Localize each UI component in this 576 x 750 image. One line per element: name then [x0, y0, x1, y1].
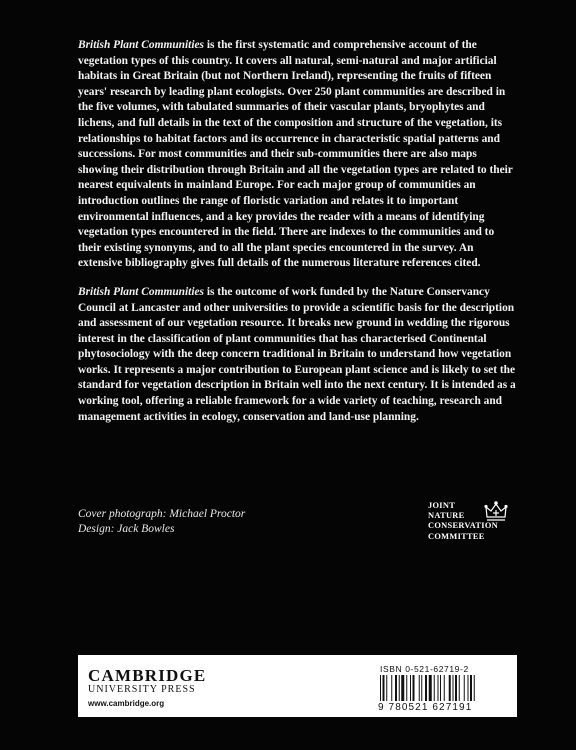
blurb-paragraph-1: [78, 38, 518, 272]
isbn-label: ISBN 0-521-62719-2: [380, 664, 469, 674]
blurb-paragraph-2: [78, 285, 518, 425]
jncc-logo: [428, 501, 530, 545]
publisher-logo: [88, 667, 206, 709]
publisher-panel: [78, 655, 517, 717]
crown-icon: [484, 501, 508, 523]
credits: [78, 507, 245, 537]
cover-blurb: [78, 38, 518, 438]
book-title: British Plant Communities: [78, 285, 204, 298]
photo-credit: Cover photograph: Michael Proctor: [78, 508, 246, 520]
publisher-subname: UNIVERSITY PRESS: [88, 684, 196, 695]
design-credit: Design: Jack Bowles: [78, 523, 175, 535]
barcode: [378, 675, 508, 701]
publisher-name: CAMBRIDGE: [88, 666, 207, 685]
blurb-text: is the outcome of work funded by the Nature Conservancy Council at Lancaster and other universities to provide a scientific basis for the description and assessment of our vegetation resource. It breaks new ground in wedding the rigorous interest in the classification of plant communities that has characterised Continental phytosociology with the deep concern traditional in Britain to understand how vegetation works. It represents a major contribution to European plant science and is likely to set the standard for vegetation description in Britain well into the next century. It is intended as a working tool, offering a reliable framework for a wide variety of teaching, research and management activities in ecology, conservation and land-use planning.: [78, 285, 516, 423]
barcode-digits: 9 780521 627191: [378, 702, 473, 713]
book-title: British Plant Communities: [78, 39, 204, 51]
blurb-text: is the first systematic and comprehensive account of the vegetation types of this country. It covers all natural, semi-natural and major artificial habitats in Great Britain (but not Northern Ireland), representing the fruits of fifteen years' research by leading plant ecologists. Over 250 plant communities are described in the five volumes, with tabulated summaries of their vascular plants, bryophytes and lichens, and full details in the text of the composition and structure of the vegetation, its relationships to habitat factors and its occurrence in characteristic spatial patterns and successions. For most communities and their sub-communities there are also maps showing their distribution through Britain and all the vegetation types are related to their nearest equivalents in mainland Europe. For each major group of communities an introduction outlines the range of floristic variation and relates it to important environmental influences, and a key provides the reader with a means of identifying vegetation types encountered in the field. There are indexes to the communities and to their existing synonyms, and to all the plant species encountered in the survey. An extensive bibliography gives full details of the numerous literature references cited.: [78, 39, 513, 270]
jncc-line-committee: COMMITTEE: [428, 531, 485, 541]
publisher-url: www.cambridge.org: [88, 699, 165, 708]
jncc-line-joint: JOINT: [428, 501, 456, 510]
jncc-line-nature: NATURE: [428, 511, 465, 521]
jncc-line-conservation: CONSERVATION: [428, 521, 499, 531]
